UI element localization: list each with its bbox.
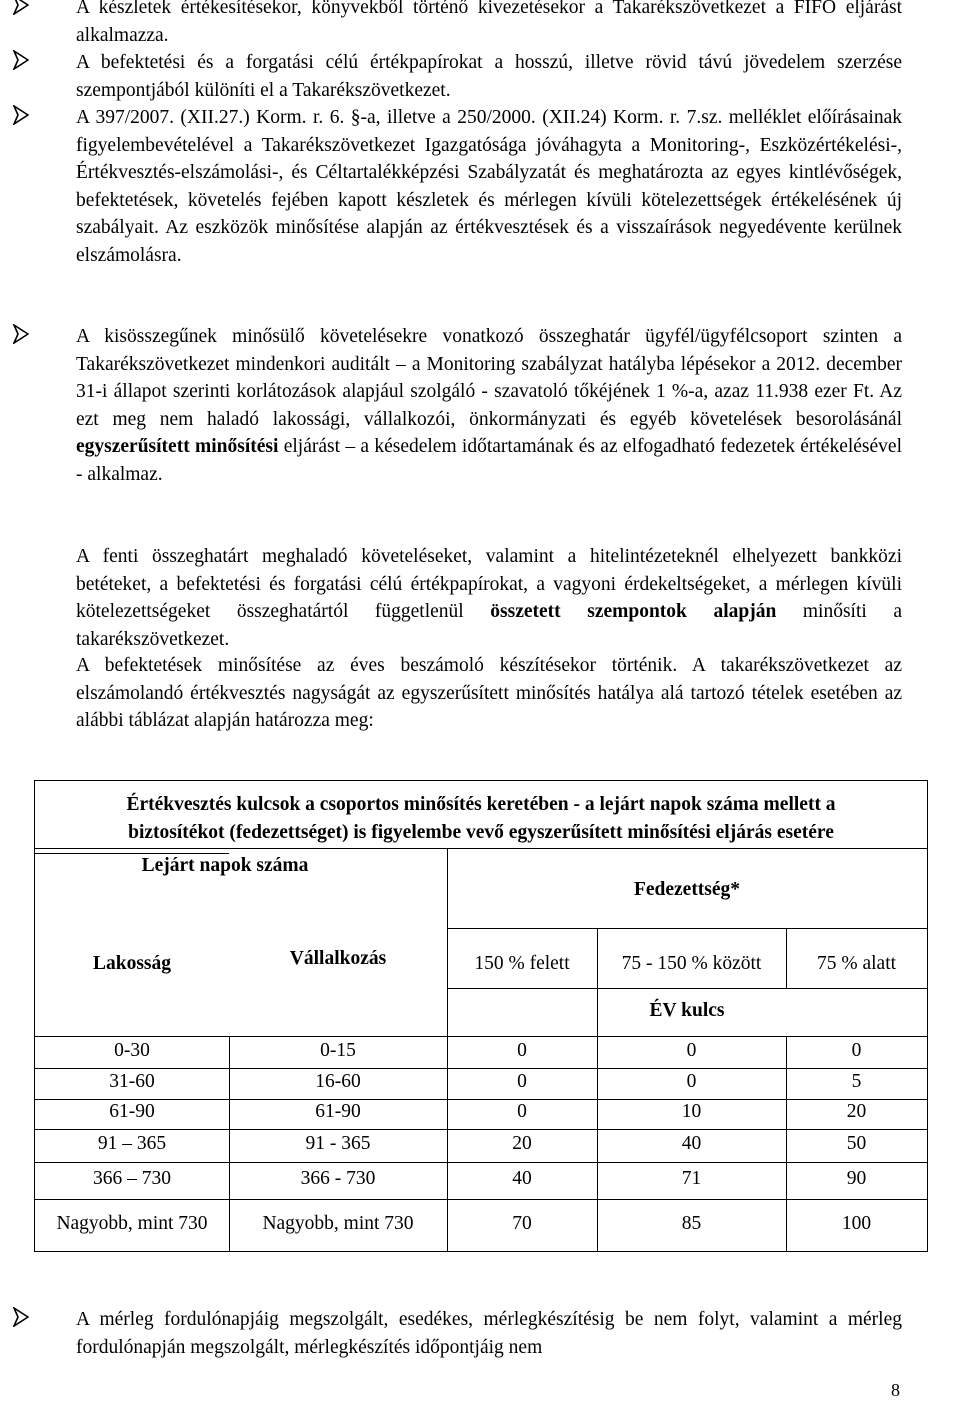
bold-term: összetett szempontok alapján [490, 601, 777, 622]
bullet-item [76, 0, 902, 49]
table-cell: 91 - 365 [305, 1133, 371, 1154]
table-cell: 0-30 [114, 1040, 150, 1061]
table-cell: 0 [851, 1040, 862, 1061]
arrow-bullet-icon [13, 324, 29, 344]
table-cell: 20 [512, 1133, 532, 1154]
value-adjustment-table [34, 780, 928, 1252]
header-75-150-kozott: 75 - 150 % között [621, 953, 762, 974]
table-cell: 71 [681, 1168, 702, 1189]
header-75-alatt: 75 % alatt [816, 953, 897, 974]
table-cell: 0-15 [320, 1040, 356, 1061]
table-cell: 0 [517, 1101, 527, 1122]
bullet-text: A készletek értékesítésekor, könyvekből történő kivezetésekor a Takarékszövetkezet a FIFO eljárást alkalmazza. [76, 0, 902, 46]
table-cell: 366 – 730 [93, 1168, 171, 1189]
paragraph: A befektetések minősítése az éves beszámoló készítésekor történik. A takarékszövetkezet az elszámolandó értékvesztés nagyságát az egyszerűsített minősítés hatálya alá tartozó tételek esetében az alábbi táblázat alapján határozza meg: [76, 655, 902, 731]
arrow-bullet-icon [13, 105, 29, 125]
table-cell: 40 [681, 1133, 702, 1154]
table-cell: 61-90 [109, 1101, 155, 1122]
table-cell: Nagyobb, mint 730 [56, 1213, 208, 1234]
table-cell: Nagyobb, mint 730 [262, 1213, 414, 1234]
bold-term: egyszerűsített minősítési [76, 436, 279, 457]
page-number: 8 [891, 1380, 900, 1400]
table-cell: 0 [686, 1040, 697, 1061]
table-cell: 366 - 730 [300, 1168, 376, 1189]
paragraph [76, 543, 902, 653]
paragraph-text-cont: minősíti a takarékszövetkezet. [76, 601, 903, 650]
table-cell: 0 [517, 1071, 527, 1092]
table-title: Értékvesztés kulcsok a csoportos minősítés keretében - a lejárt napok száma mellett a biztosítékot (fedezettséget) is figyelembe vevő egyszerűsített minősítési eljárás esetére [126, 794, 836, 843]
table-cell: 50 [846, 1133, 867, 1154]
bullet-text: A kisösszegűnek minősülő követelésekre vonatkozó összeghatár ügyfél/ügyfélcsoport szinten a Takarékszövetkezet mindenkori auditált – a Monitoring szabályzat hatályba lépésekor a 2012. december 31-i állapot szerinti korlátozások alapjául szolgáló - szavatoló tőkéjének 1 %-a, azaz 11.938 ezer Ft. Az ezt meg nem haladó lakossági, vállalkozói, önkormányzati és egyéb követelések besorolásánál [76, 326, 902, 430]
arrow-bullet-icon [13, 50, 29, 70]
table-cell: 40 [512, 1168, 532, 1189]
table-cell: 100 [841, 1213, 872, 1234]
table-cell: 20 [846, 1101, 867, 1122]
bullet-item [76, 49, 902, 104]
bullet-item [76, 323, 902, 488]
arrow-bullet-icon [13, 1307, 29, 1327]
table-cell: 10 [681, 1101, 702, 1122]
table-cell: 0 [686, 1071, 697, 1092]
table-cell: 85 [681, 1213, 702, 1234]
bullet-text: A 397/2007. (XII.27.) Korm. r. 6. §-a, illetve a 250/2000. (XII.24) Korm. r. 7.sz. melléklet előírásainak figyelembevételével a Takarékszövetkezet Igazgatósága jóváhagyta a Monitoring-, Eszközértékelési-, Értékvesztés-elszámolási-, és Céltartalékképzési Szabályzatát és meghatározta az egyes kintlévőségek, befektetések, követelés fejében kapott készletek és mérlegen kívüli kötelezettségek értékelésének új szabályait. Az eszközök minősítése alapján az értékvesztések és a visszaírások negyedévente kerülnek elszámolásra. [76, 107, 902, 266]
table-cell: 90 [846, 1168, 867, 1189]
table-cell: 31-60 [109, 1071, 155, 1092]
header-vallalkozas: Vállalkozás [289, 948, 387, 969]
table-cell: 0 [517, 1040, 527, 1061]
arrow-bullet-icon [13, 0, 29, 15]
header-150-felett: 150 % felett [474, 953, 570, 974]
bullet-text-cont: eljárást – a késedelem időtartamának és az elfogadható fedezetek értékelésével - alkalmaz. [76, 436, 903, 485]
bullet-item [76, 104, 902, 269]
header-ev-kulcs: ÉV kulcs [649, 1000, 725, 1021]
header-fedezettseg: Fedezettség* [633, 879, 741, 900]
paragraph-text: A fenti összeghatárt meghaladó követeléseket, valamint a hitelintézeteknél elhelyezett bankközi betéteket, a befektetési és forgatási célú értékpapírokat, a vagyoni érdekeltségeket, a mérlegen kívüli kötelezettségeket összeghatártól függetlenül [76, 546, 902, 622]
bullet-item [76, 1306, 902, 1361]
header-lakossag: Lakosság [92, 953, 172, 974]
table-cell: 16-60 [315, 1071, 361, 1092]
bullet-text: A mérleg fordulónapjáig megszolgált, esedékes, mérlegkészítésig be nem folyt, valamint a mérleg fordulónapján megszolgált, mérlegkészítés időpontjáig nem [76, 1309, 902, 1358]
table-cell: 91 – 365 [97, 1133, 167, 1154]
table-cell: 5 [851, 1071, 862, 1092]
table-cell: 70 [512, 1213, 532, 1234]
header-lejart-napok: Lejárt napok száma [141, 855, 309, 876]
bullet-text: A befektetési és a forgatási célú értékpapírokat a hosszú, illetve rövid távú jövedelem szerzése szempontjából különíti el a Takarékszövetkezet. [76, 52, 902, 101]
table-cell: 61-90 [315, 1101, 361, 1122]
